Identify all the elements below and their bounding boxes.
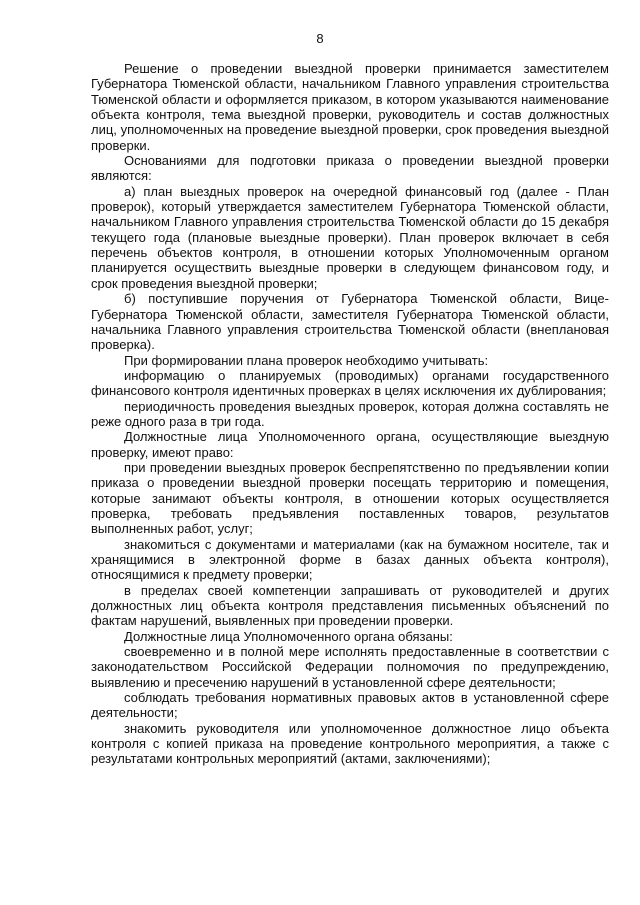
paragraph-right-request: в пределах своей компетенции запрашивать от руководителей и других должностных лиц объекта контроля представления письменных объяснений по фактам нарушений, выявленных при проведении проверки.	[91, 582, 609, 629]
paragraph-information: информацию о планируемых (проводимых) органами государственного финансового контроля идентичных проверках в целях исключения их дублирования;	[91, 367, 609, 399]
page-number: 8	[316, 31, 324, 46]
paragraph-duties-heading: Должностные лица Уполномоченного органа обязаны:	[124, 628, 453, 644]
paragraph-order-grounds: Основаниями для подготовки приказа о проведении выездной проверки являются:	[91, 153, 609, 184]
paragraph-right-visit: при проведении выездных проверок беспрепятственно по предъявлении копии приказа о проведении выездной проверки посещать территорию и помещения, которые занимают объекты контроля, в отношении которых осуществляется проверка, требовать предъявления поставленных товаров, результатов выполненных работ, услуг;	[91, 459, 609, 537]
paragraph-duty-requirements: соблюдать требования нормативных правовых актов в установленной сфере деятельности;	[91, 690, 609, 721]
paragraph-rights-heading: Должностные лица Уполномоченного органа, осуществляющие выездную проверку, имеют право:	[91, 429, 609, 460]
paragraph-instructions: б) поступившие поручения от Губернатора Тюменской области, Вице-Губернатора Тюменской области, заместителя Губернатора Тюменской области, начальника Главного управления строительства Тюменской области (внеплановая проверка).	[91, 291, 609, 353]
paragraph-plan-forming: При формировании плана проверок необходимо учитывать:	[124, 352, 489, 368]
paragraph-inspection-plan: а) план выездных проверок на очередной финансовый год (далее - План проверок), который утверждается заместителем Губернатора Тюменской области, начальником Главного управления строительства Тюменской области до 15 декабря текущего года (плановые выездные проверки). План проверок включает в себя перечень объектов контроля, в отношении которых Уполномоченным органом планируется осуществить выездные проверки в следующем финансовом году, и срок проведения выездной проверки;	[91, 183, 609, 291]
paragraph-inspection-decision: Решение о проведении выездной проверки принимается заместителем Губернатора Тюменской области, начальником Главного управления строительства Тюменской области и оформляется приказом, в котором указываются наименование объекта контроля, тема выездной проверки, руководитель и состав должностных лиц, уполномоченных на проведение выездной проверки, срок проведения выездной проверки.	[91, 61, 609, 153]
paragraph-right-documents: знакомиться с документами и материалами (как на бумажном носителе, так и хранящимися в электронной форме в базах данных объекта контроля), относящимися к предмету проверки;	[91, 536, 609, 583]
paragraph-duty-powers: своевременно и в полной мере исполнять предоставленные в соответствии с законодательством Российской Федерации полномочия по предупреждению, выявлению и пресечению нарушений в установленной сфере деятельности;	[91, 644, 609, 690]
document-text	[91, 61, 609, 767]
paragraph-periodicity: периодичность проведения выездных проверок, которая должна составлять не реже одного раза в три года.	[91, 398, 609, 429]
paragraph-duty-inform: знакомить руководителя или уполномоченное должностное лицо объекта контроля с копией приказа на проведение контрольного мероприятия, а также с результатами контрольных мероприятий (актами, заключениями);	[91, 720, 609, 767]
